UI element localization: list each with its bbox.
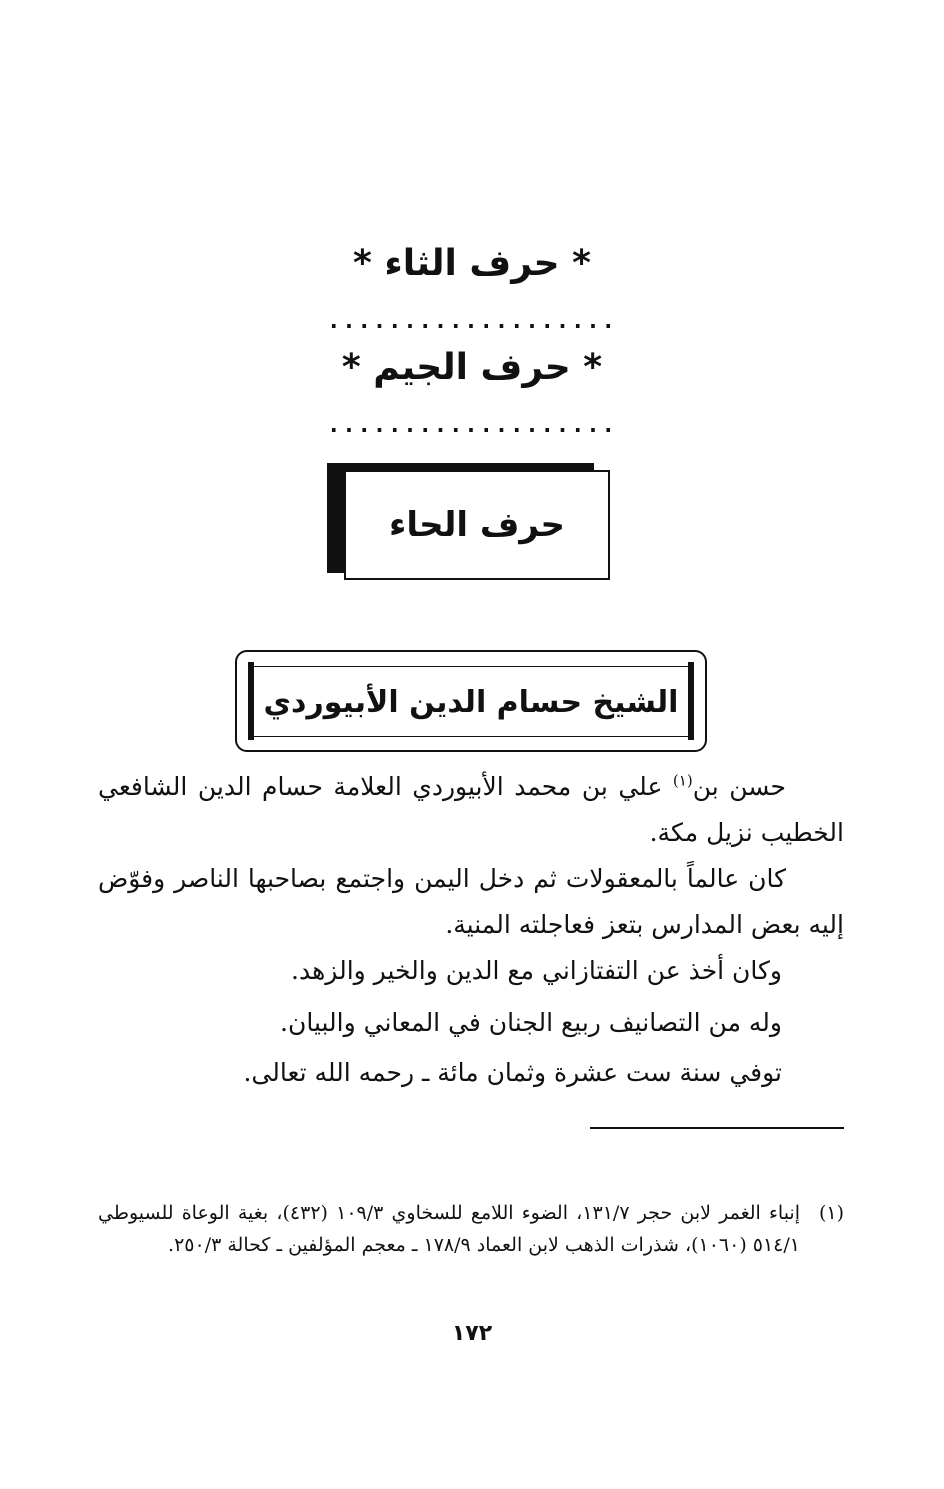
chapter-title-box	[344, 470, 610, 580]
footnote-text: إنباء الغمر لابن حجر ١٣١/٧، الضوء اللامع للسخاوي ١٠٩/٣ (٤٣٢)، بغية الوعاة للسيوطي ٥١٤/١ (١٠٦٠)، شذرات الذهب لابن العماد ١٧٨/٩ ـ معجم المؤلفين ـ كحالة ٢٥٠/٣.	[98, 1202, 801, 1256]
chapter-title: حرف الحاء	[388, 505, 566, 545]
body-paragraph-1	[98, 764, 844, 856]
page-number: ١٧٢	[451, 1321, 493, 1346]
separator-dots-1: ...................	[327, 309, 617, 334]
body-paragraph-2: كان عالماً بالمعقولات ثم دخل اليمن واجتمع بصاحبها الناصر وفوّض إليه بعض المدارس بتعز فعاجلته المنية.	[98, 864, 844, 939]
body-paragraph-5: توفي سنة ست عشرة وثمان مائة ـ رحمه الله تعالى.	[243, 1058, 782, 1087]
footnote	[98, 1197, 844, 1261]
heading-jeem: * حرف الجيم *	[341, 347, 603, 388]
footnote-reference: (١)	[672, 771, 693, 790]
footnote-marker: (١)	[818, 1202, 844, 1224]
body-paragraph-4: وله من التصانيف ربيع الجنان في المعاني والبيان.	[280, 1008, 782, 1037]
entry-frame-bottom-line	[254, 736, 688, 737]
entry-frame-top-line	[254, 666, 688, 667]
footnote-rule	[590, 1127, 844, 1129]
heading-tha: * حرف الثاء *	[353, 243, 591, 284]
entry-title: الشيخ حسام الدين الأبيوردي	[263, 684, 679, 720]
paragraph-1-rest: علي بن محمد الأبيوردي العلامة حسام الدين الشافعي الخطيب نزيل مكة.	[98, 772, 844, 847]
body-paragraph-3: وكان أخذ عن التفتازاني مع الدين والخير والزهد.	[291, 956, 782, 985]
separator-dots-2: ...................	[327, 413, 617, 438]
paragraph-1-start: حسن بن	[692, 772, 786, 801]
